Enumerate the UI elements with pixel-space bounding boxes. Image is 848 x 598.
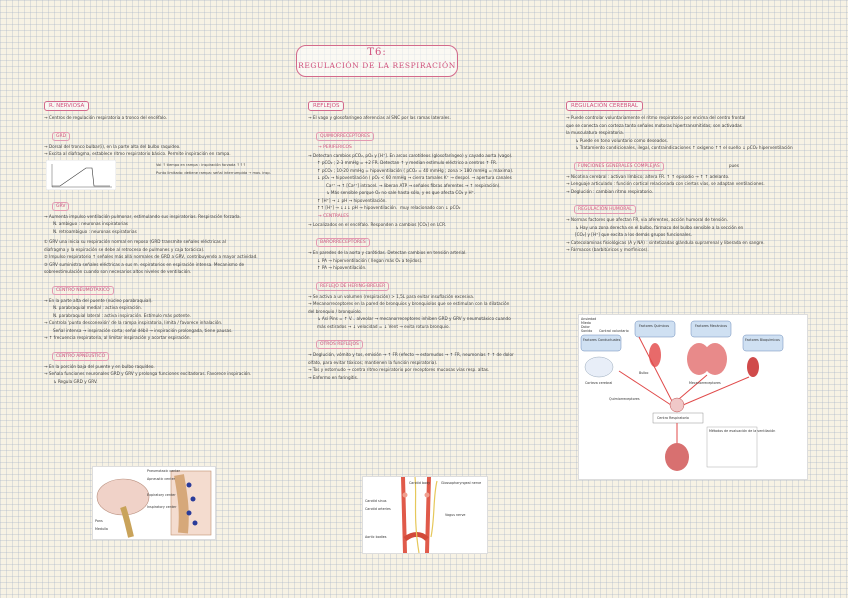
graph-note-1: Vol ↑ tiempo en rampa : inspiración forzada ↑↑↑ xyxy=(156,162,246,167)
brain-label: Pons xyxy=(95,519,103,523)
column-reflexes xyxy=(308,92,558,381)
brain-label: Apneustic center xyxy=(147,477,175,481)
text-line: → Detectan cambios pCO₂, pO₂ y [H⁺]. En arcos carotídeos (glosofaríngeo) y cayado aorta (vago). xyxy=(308,152,513,158)
title-line-1: T6: xyxy=(367,47,387,58)
tag-quimiorreceptores: QUIMIORRECEPTORES xyxy=(316,132,374,141)
small-label: Quimiorreceptores xyxy=(609,397,640,401)
left-list-item: Dolor xyxy=(581,325,590,329)
text-line: → Normas factores que afectan FR, via aferentes, acción humoral de tensión. xyxy=(566,217,728,222)
text-line: ↳ Puede en tono voluntario como deseados. xyxy=(575,137,669,143)
text-line: → Tos y estornudo → contra ritmo respiratorio por receptores mucosas vías resp. altas. xyxy=(308,367,490,372)
text-line: → Puede controlar voluntariamente el ritmo respiratorio por encima del centro frontal xyxy=(566,115,746,120)
left-list-item: Miedo xyxy=(581,321,591,325)
text-line: → ↑ frecuencia respiratoria, al limitar inspiración y acortar espiración. xyxy=(44,335,191,340)
left-list-item: Sonido xyxy=(581,329,593,333)
text-line: → Deglución, vómito y tos, emisión → ↑ FR (efecto → estornudos → ↑ FR, neumonías ↑ ↑ de dolor xyxy=(308,352,514,357)
rampa-graph xyxy=(46,160,116,190)
nerve-label: Carotid body xyxy=(409,481,431,485)
text-line: → Catecolaminas fisiológicas (A y NA) : sintetizadas glándula suprarrenal y liberada en sangre. xyxy=(566,239,765,245)
text-line: más estirados → ↓ velocidad = ↓ Vent → evita rotura bronquio. xyxy=(317,323,450,329)
label-bioquimicos: Factores Bioquímicos xyxy=(745,338,780,342)
text-line: → En la parte alta del puente (núcleo parabraquial). xyxy=(44,297,153,303)
text-line xyxy=(317,204,558,212)
text-line: olfato, para evitar tóxicos; mantienen la función respiratoria). xyxy=(308,359,438,365)
text-line: Señal intensa → inspiración corta; señal débil → inspiración prolongada, tiene pausas. xyxy=(53,327,233,333)
text-line: ↳ Así Pins = ↑ V... alveolar → mecanorreceptores inhiben GRD y GRV y neumotáxico cuando xyxy=(317,316,511,321)
left-list-item: Control voluntario xyxy=(599,329,629,333)
text-line: Ca²⁺ → ↑ [Ca²⁺] intracel. → liberan ATP → señales fibras aferentes → ↑ respiración). xyxy=(326,182,501,188)
carotid-illustration xyxy=(363,477,487,553)
section-nervous: R. NERVIOSA xyxy=(44,101,89,111)
text-line: → Excita al diafragma, establece ritmo respiratorio básico. Permite inspiración en rampa. xyxy=(44,151,231,156)
label-perifericos: → PERIFERICOS xyxy=(318,144,352,150)
note-pues: pues xyxy=(728,162,739,168)
funciones-row xyxy=(566,152,816,173)
text-line: → Enfermo en faringitis. xyxy=(308,374,359,380)
text-line: sobreestimulación cuando son necesarios altos niveles de ventilación. xyxy=(44,269,192,274)
note-span: muy relacionado con ↓ pCO₂ xyxy=(399,205,461,210)
tag-regulacion-humoral: REGULACIÓN HUMORAL xyxy=(574,205,636,214)
text-line: → Localizados en el encéfalo. Responden a cambios [CO₂] en LCR. xyxy=(308,221,447,227)
tag-grv: GRV xyxy=(52,202,69,211)
respiratory-control-diagram xyxy=(578,314,808,480)
text-span: ↑↑ [H⁺] → ↓↓↓ pH → hipoventilación. xyxy=(317,205,398,210)
text-line: del bronquio / bronquiolo. xyxy=(308,308,362,314)
text-line: → Mecanorreceptores en la pared de bronquios y bronquiolos que se estimulan con la dilatación xyxy=(308,301,510,306)
text-line: diafragma y la espiración se debe al retroceso de pulmones y caja torácica). xyxy=(44,246,205,252)
nerve-label: Vagus nerve xyxy=(445,513,466,517)
text-line: ② Impulso respiratorio ↑ señales más allá normales de GRD a GRV, contribuyendo a mayor actividad. xyxy=(44,254,258,259)
small-label: Bulbo xyxy=(639,371,649,375)
text-line: → Controla 'punto desconexión' de la rampa inspiratoria, limita / favorece inhalación. xyxy=(44,320,223,325)
nerve-label: Carotid arteries xyxy=(365,507,391,511)
text-line: → Centros de regulación respiratoria a tronco del encéfalo. xyxy=(44,115,168,120)
column-cerebral-regulation xyxy=(566,92,816,254)
tag-neumotaxico: CENTRO NEUMOTAXICO xyxy=(52,286,114,295)
nerve-label: Carotid sinus xyxy=(365,499,387,503)
carotid-figure xyxy=(362,476,488,554)
text-line: → Aumenta impulso ventilación pulmonar, estimulando sus inspiratorias. Respiración forzada. xyxy=(44,213,241,219)
section-reflexes: REFLEJOS xyxy=(308,101,344,111)
label-centrales: → CENTRALES xyxy=(318,213,349,219)
brain-label: Expiratory center xyxy=(147,493,176,497)
text-line: → Nicotina cerebral : activan límbico; altera FR. ↑ ↑ episodio → ↑ ↑ adelanto. xyxy=(566,173,730,179)
text-line: N. parabraquial lateral : activa inspiración. Estímulo más potente. xyxy=(53,312,191,318)
text-line: → Señala funciones neuronales GRD y GRV y prolonga funciones excitadoras. Favorece inspiración. xyxy=(44,371,252,376)
text-line: → Deglución : cambian ritmo respiratorio. xyxy=(566,188,654,194)
text-line: → Dorsal del tronco bulbar(i), en la parte alta del bulbo raquídeo. xyxy=(44,143,181,149)
small-label: Corteza cerebral xyxy=(585,381,613,385)
left-list-item: Ansiedad xyxy=(581,317,597,321)
text-line: ③ GRV suministra señales eléctricas a sus m. espiratorios en espiración intensa. Mecanismo de xyxy=(44,261,245,267)
text-line: ↳ Tratamiento condicionales, ilegal, contraindicaciones ↑ oxígeno ↑↑ el sueño ↓ pCO₂ hiperventilación xyxy=(575,145,793,150)
text-line: N. ambiguo : neuronas inspiratorias xyxy=(53,221,128,226)
text-line: → Lenguaje articulado : función cortical relacionada con ciertas vías, se adaptan ventilaciones. xyxy=(566,181,765,186)
column-nervous-regulation xyxy=(44,92,294,385)
text-line: la musculatura respiratoria. xyxy=(566,130,625,135)
brain-label: Inspiratory center xyxy=(147,505,177,509)
small-label: Mecanorreceptores xyxy=(689,381,721,385)
label-quimicos: Factores Químicos xyxy=(639,324,670,328)
rampa-graph-block xyxy=(44,158,294,192)
text-line: ↳ Regula GRD y GRV. xyxy=(53,378,98,384)
label-centro-respiratorio: Centro Respiratorio xyxy=(657,416,689,420)
brain-figure xyxy=(92,466,216,540)
text-line: ① GRV una inicia su respiración normal en reposo (GRD transmite señales eléctricas al xyxy=(44,239,226,244)
text-line: N. retroambiguo : neuronas espiratorias xyxy=(53,228,137,234)
brain-label: Medulla xyxy=(95,527,108,531)
page-title xyxy=(296,45,458,77)
label-mecanicos: Factores Mecánicos xyxy=(695,324,728,328)
tag-otros-reflejos: OTROS REFLEJOS xyxy=(316,340,363,349)
text-line: [CO₂] y [H⁺] que excita a los demás grupos funcionales. xyxy=(575,232,692,237)
nerve-label: Glossopharyngeal nerve xyxy=(441,481,482,485)
text-line: → En paredes de la aorta y carótidas. Detectan cambios en tensión arterial. xyxy=(308,250,467,255)
text-line: ↳ Hay una zona derecha en el bulbo, fármaco del bulbo sensible a la sección en xyxy=(575,224,744,230)
tag-grd: GRD xyxy=(52,132,70,141)
tag-hering-breuer: REFLEJO DE HERING-BREUER xyxy=(316,282,389,291)
text-line: ↑ PA → hipoventilación. xyxy=(317,265,367,270)
label-evaluacion: Métodos de evaluación de la ventilación xyxy=(709,429,776,433)
nerve-label: Aortic bodies xyxy=(365,535,387,539)
text-line: ↑ pCO₂ ; 10-20 mmHg = hipoventilación ( pCO₂ = 40 mmHg ; zona > 180 mmHg = máxima). xyxy=(317,167,514,173)
tag-funciones-complejas: FUNCIONES GENERALES COMPLEJAS xyxy=(574,162,664,171)
text-line: ↑ pCO₂ ; 2-3 mmHg = +2 FR. Detectan ↑ y median estímulo eléctrico a centros ↑ FR. xyxy=(317,160,498,165)
text-line: → En la porción baja del puente y en bulbo raquídeo. xyxy=(44,363,155,369)
text-line: que se conecta con corteza tanto señales motoras hipertransmitidas; son activadas xyxy=(566,122,742,128)
text-line: → Fármacos (barbitúricos y morfínicos). xyxy=(566,247,649,252)
text-line: ↓ pO₂ → hipoventilación ( pO₂ < 60 mmHg → cierra tamales K⁺ → despol. → apertura canales xyxy=(317,175,512,180)
text-line: ↓ PA → hiperventilación ( llegan más O₂ a tejidos). xyxy=(317,257,423,263)
brain-label: Pneumotaxic center xyxy=(147,469,181,473)
text-line: ↳ Más sensible porque O₂ no sale hasta sólo, y es que afecta CO₂ y H⁺. xyxy=(326,190,476,195)
title-line-2: REGULACIÓN DE LA RESPIRACIÓN xyxy=(298,61,456,70)
graph-note-2: Punto limitado: detiene rampa: señal interrumpida → mov. insp. xyxy=(156,170,271,175)
label-conductuales: Factores Conductuales xyxy=(583,338,621,342)
text-line: → El vago y glosofaríngeo aferencias al SNC por las ramas laterales. xyxy=(308,115,451,120)
tag-barorreceptores: BARORRECEPTORES xyxy=(316,238,370,247)
text-line: ↑ [H⁺] → ↓ pH → hipoventilación. xyxy=(317,197,387,203)
text-line: N. parabraquial medial : activa espiración. xyxy=(53,305,142,310)
text-line: → Se activa a un volumen (respiración) > 1,5L para evitar insuflación excesiva. xyxy=(308,293,475,299)
section-cerebral: REGULACIÓN CEREBRAL xyxy=(566,101,643,111)
tag-apneustico: CENTRO APNEUSTICO xyxy=(52,352,109,361)
